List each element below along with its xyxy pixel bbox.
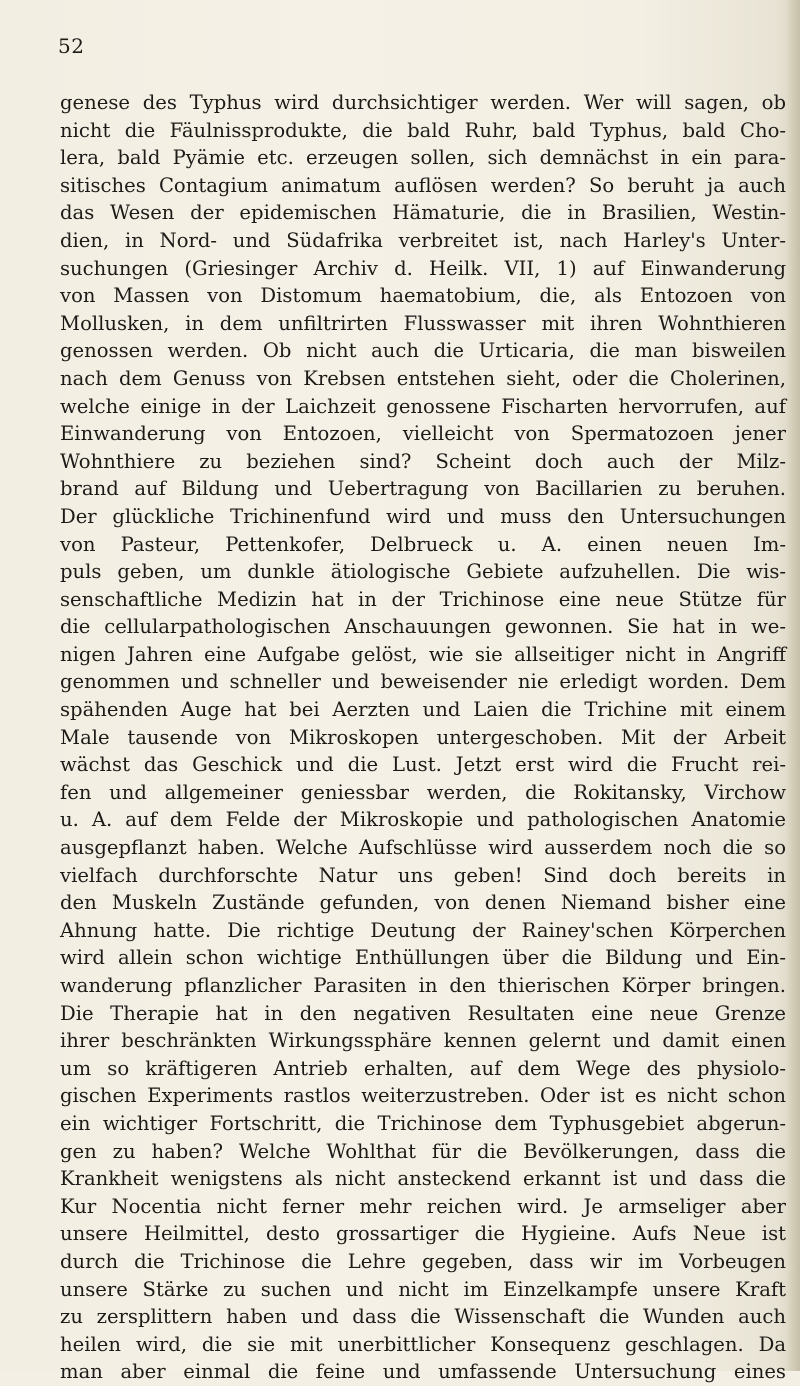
text-line: Male tausende von Mikroskopen untergeschoben. Mit der Arbeit [60, 725, 786, 749]
text-line: welche einige in der Laichzeit genossene Fischarten hervorrufen, auf [60, 394, 786, 418]
text-line: brand auf Bildung und Uebertragung von Bacillarien zu beruhen. [60, 477, 786, 501]
text-line: nigen Jahren eine Aufgabe gelöst, wie sie allseitiger nicht in Angriff [60, 642, 786, 666]
text-line: gen zu haben? Welche Wohlthat für die Bevölkerungen, dass die [60, 1139, 786, 1163]
text-line: wird allein schon wichtige Enthüllungen über die Bildung und Ein- [60, 946, 786, 970]
text-line: nach dem Genuss von Krebsen entstehen sieht, oder die Cholerinen, [60, 366, 786, 390]
text-line: gischen Experiments rastlos weiterzustreben. Oder ist es nicht schon [60, 1084, 786, 1108]
text-line: Die Therapie hat in den negativen Resultaten eine neue Grenze [60, 1001, 786, 1025]
text-line: heilen wird, die sie mit unerbittlicher Konsequenz geschlagen. Da [60, 1332, 786, 1356]
text-line: Der glückliche Trichinenfund wird und muss den Untersuchungen [60, 504, 786, 528]
text-line: genese des Typhus wird durchsichtiger werden. Wer will sagen, ob [60, 91, 786, 114]
text-line: durch die Trichinose die Lehre gegeben, dass wir im Vorbeugen [60, 1249, 786, 1273]
text-line: ein wichtiger Fortschritt, die Trichinose dem Typhusgebiet abgerun- [60, 1111, 786, 1135]
text-line: ausgepflanzt haben. Welche Aufschlüsse wird ausserdem noch die so [60, 836, 786, 860]
text-line: man aber einmal die feine und umfassende Untersuchung eines [60, 1360, 786, 1384]
page-edge-shadow [786, 0, 800, 1371]
body-text [60, 89, 786, 1386]
text-line: lera, bald Pyämie etc. erzeugen sollen, sich demnächst in ein para- [60, 146, 786, 170]
text-line: zu zersplittern haben und dass die Wissenschaft die Wunden auch [60, 1305, 786, 1329]
page-number: 52 [58, 34, 85, 58]
text-line: senschaftliche Medizin hat in der Trichinose eine neue Stütze für [60, 587, 786, 611]
text-line: das Wesen der epidemischen Hämaturie, die in Brasilien, Westin- [60, 201, 786, 225]
text-line: ihrer beschränkten Wirkungssphäre kennen gelernt und damit einen [60, 1029, 786, 1053]
text-line: suchungen (Griesinger Archiv d. Heilk. VII, 1) auf Einwanderung [60, 256, 786, 280]
text-line: Einwanderung von Entozoen, vielleicht von Spermatozoen jener [60, 422, 786, 446]
text-line: Kur Nocentia nicht ferner mehr reichen wird. Je armseliger aber [60, 1194, 786, 1218]
text-line: von Massen von Distomum haematobium, die, als Entozoen von [60, 284, 786, 308]
text-line: wächst das Geschick und die Lust. Jetzt erst wird die Frucht rei- [60, 753, 786, 777]
text-line: genommen und schneller und beweisender nie erledigt worden. Dem [60, 670, 786, 694]
text-line: spähenden Auge hat bei Aerzten und Laien die Trichine mit einem [60, 698, 786, 722]
text-line: um so kräftigeren Antrieb erhalten, auf dem Wege des physiolo- [60, 1056, 786, 1080]
text-line: von Pasteur, Pettenkofer, Delbrueck u. A. einen neuen Im- [60, 532, 786, 556]
text-line: unsere Stärke zu suchen und nicht im Einzelkampfe unsere Kraft [60, 1277, 786, 1301]
text-line: wanderung pflanzlicher Parasiten in den thierischen Körper bringen. [60, 974, 786, 997]
text-line: die cellularpathologischen Anschauungen gewonnen. Sie hat in we- [60, 615, 786, 639]
text-line: Wohnthiere zu beziehen sind? Scheint doch auch der Milz- [60, 449, 786, 473]
text-line: Ahnung hatte. Die richtige Deutung der Rainey'schen Körperchen [60, 918, 786, 942]
text-line: Mollusken, in dem unfiltrirten Flusswasser mit ihren Wohnthieren [60, 311, 786, 335]
text-line: u. A. auf dem Felde der Mikroskopie und pathologischen Anatomie [60, 808, 786, 832]
text-line: nicht die Fäulnissprodukte, die bald Ruhr, bald Typhus, bald Cho- [60, 118, 786, 142]
text-line: Krankheit wenigstens als nicht ansteckend erkannt ist und dass die [60, 1167, 786, 1191]
text-line: unsere Heilmittel, desto grossartiger die Hygieine. Aufs Neue ist [60, 1222, 786, 1246]
text-line: vielfach durchforschte Natur uns geben! Sind doch bereits in [60, 863, 786, 887]
text-line: fen und allgemeiner geniessbar werden, die Rokitansky, Virchow [60, 780, 786, 804]
text-line: dien, in Nord- und Südafrika verbreitet ist, nach Harley's Unter- [60, 228, 786, 252]
text-line: genossen werden. Ob nicht auch die Urticaria, die man bisweilen [60, 339, 786, 363]
text-line: puls geben, um dunkle ätiologische Gebiete aufzuhellen. Die wis- [60, 560, 786, 584]
text-line: sitisches Contagium animatum auflösen werden? So beruht ja auch [60, 173, 786, 197]
text-line: den Muskeln Zustände gefunden, von denen Niemand bisher eine [60, 891, 786, 915]
